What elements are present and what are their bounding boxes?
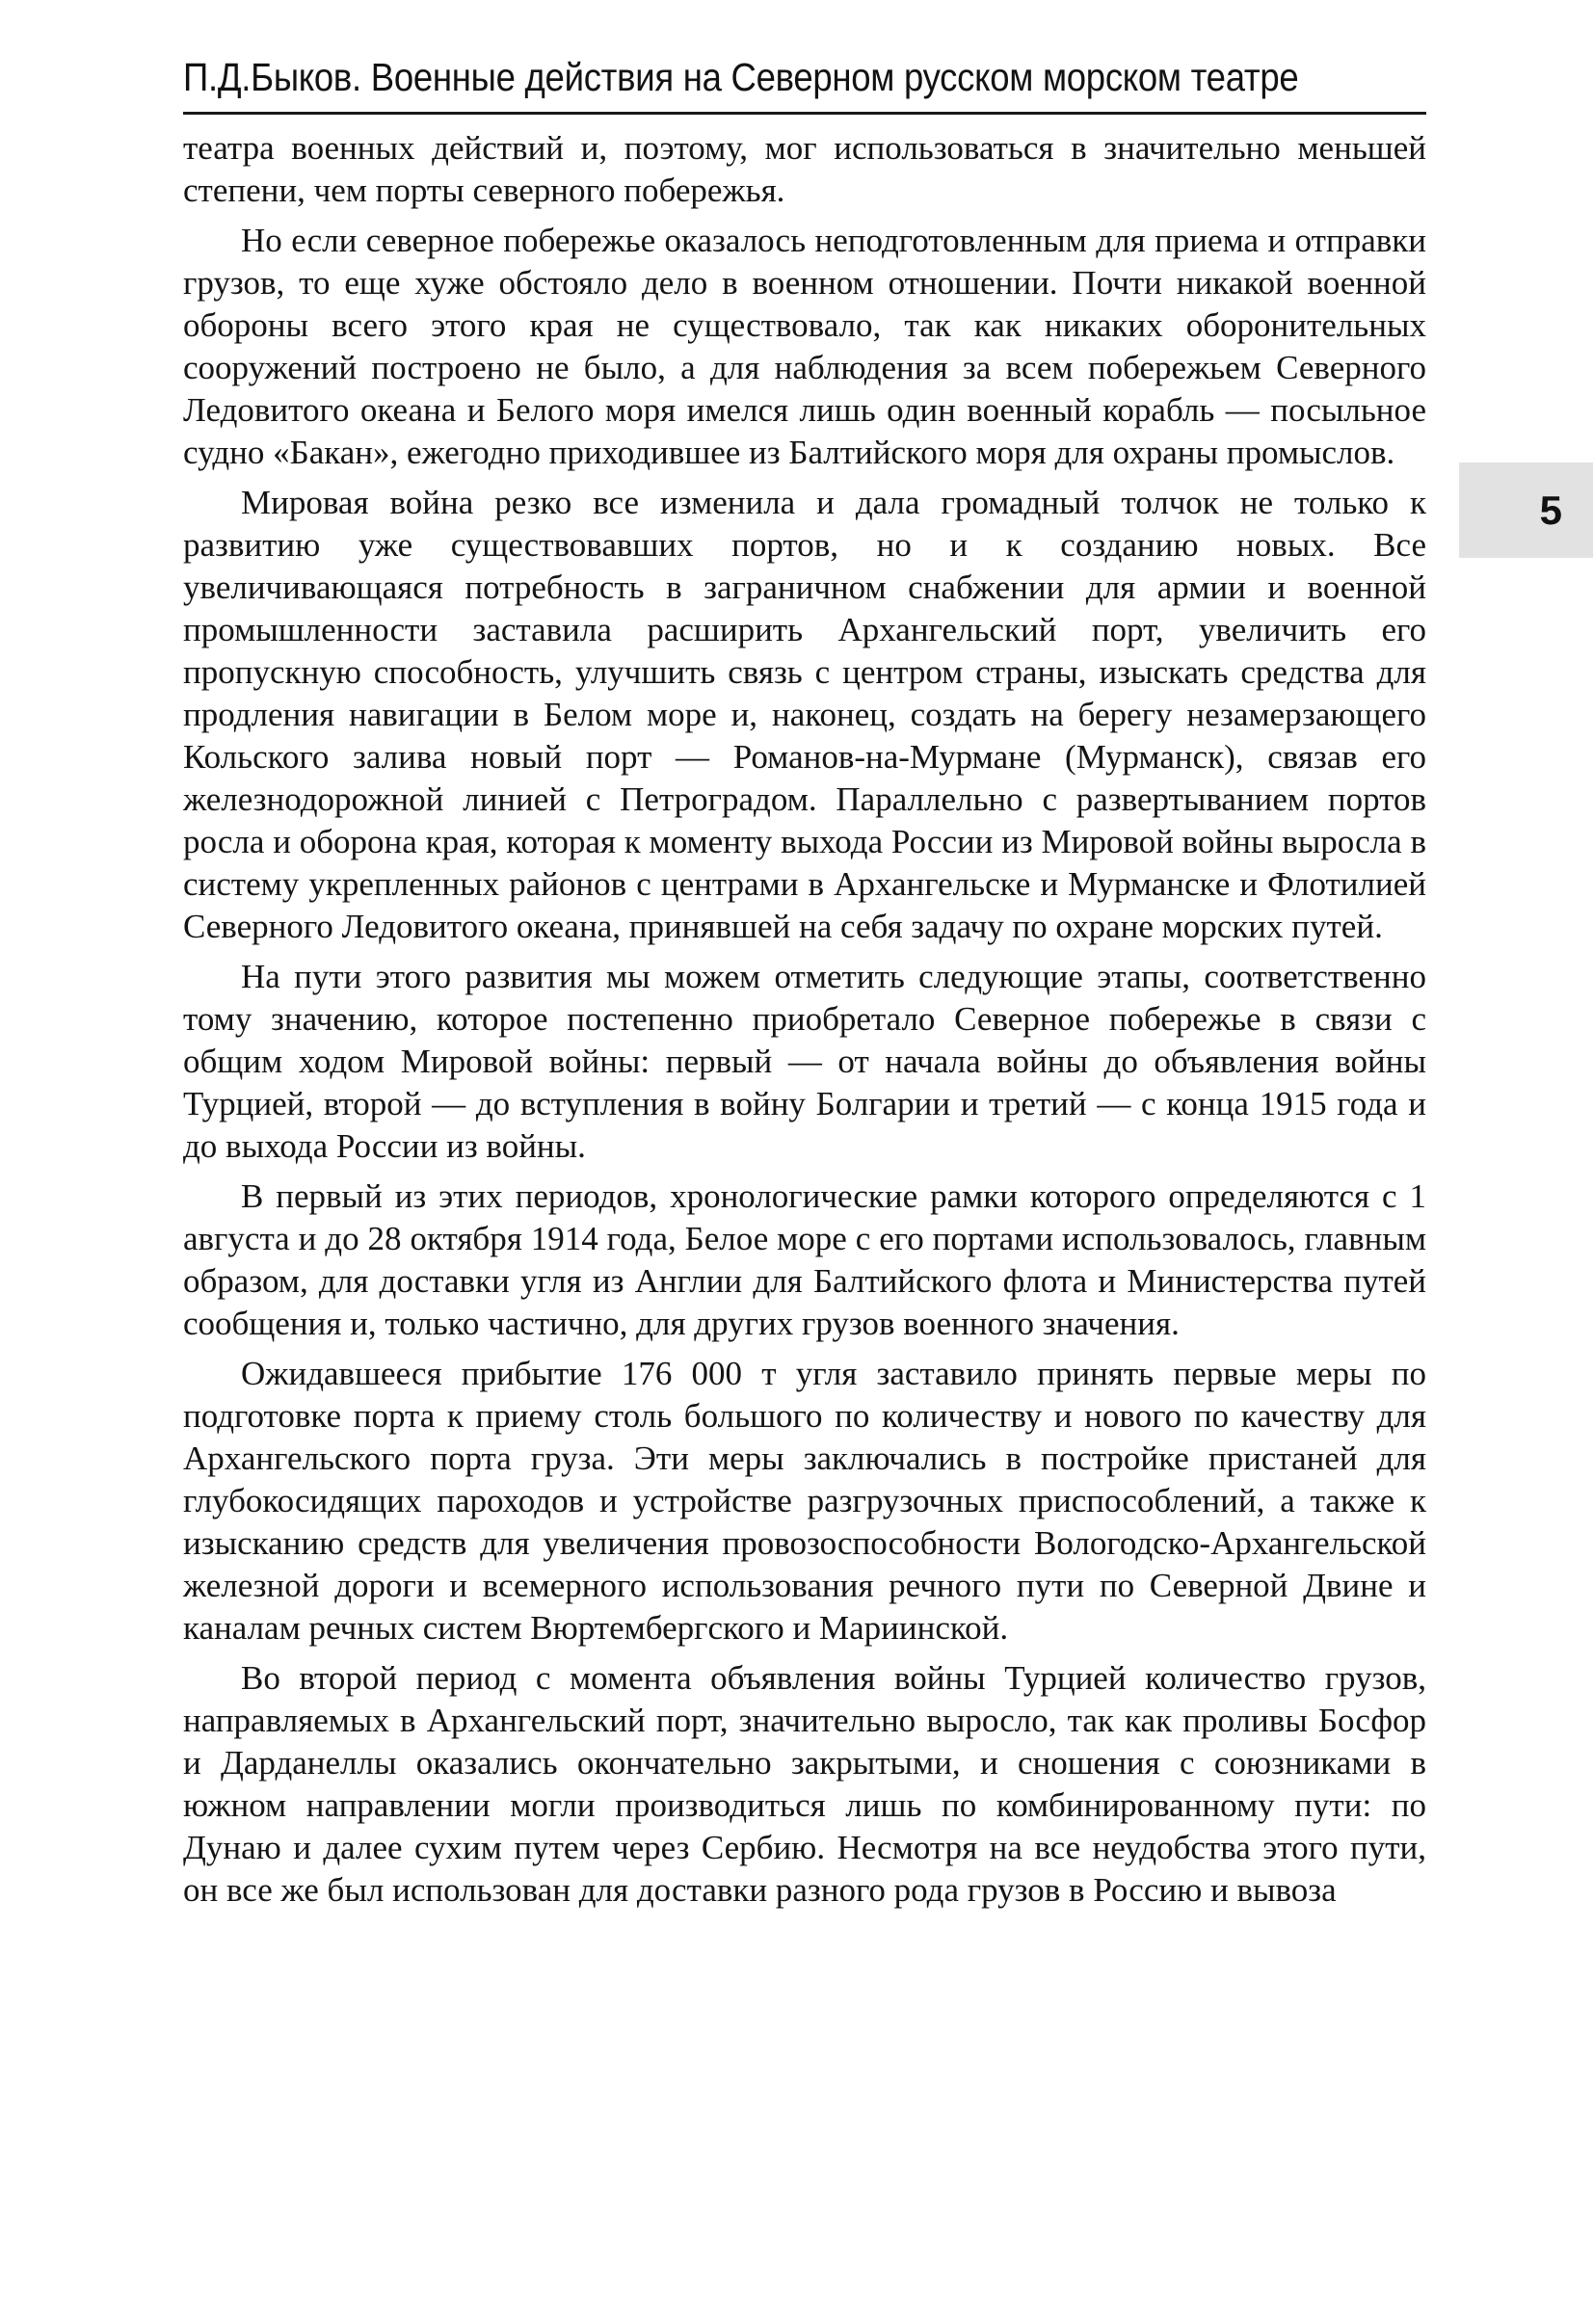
paragraph-6: Ожидавшееся прибытие 176 000 т угля заставило принять первые меры по подготовке порта к приему столь большого по количеству и нового по качеству для Архангельского порта груза. Эти меры заключались в постройке пристаней для глубокосидящих пароходов и устройстве разгрузочных приспособлений, а также к изысканию средств для увеличения провозоспособности Вологодско-Архангельской железной дороги и всемерного использования речного пути по Северной Двине и каналам речных систем Вюртембергского и Мариинской. bbox=[183, 1355, 1426, 1647]
paragraph-5: В первый из этих периодов, хронологические рамки которого определяются с 1 августа и до 28 октября 1914 года, Белое море с его портами использовалось, главным образом, для доставки угля из Англии для Балтийского флота и Министерства путей сообщения и, только частично, для других грузов военного значения. bbox=[183, 1177, 1426, 1342]
paragraph-2: Но если северное побережье оказалось неподготовленным для приема и отправки грузов, то еще хуже обстояло дело в военном отношении. Почти никакой военной обороны всего этого края не существовало, так как никаких оборонительных сооружений построено не было, а для наблюдения за всем побережьем Северного Ледовитого океана и Белого моря имелся лишь один военный корабль — посыльное судно «Бакан», ежегодно приходившее из Балтийского моря для охраны промыслов. bbox=[183, 222, 1426, 471]
paragraph-1: театра военных действий и, поэтому, мог использоваться в значительно меньшей степени, чем порты северного побережья. bbox=[183, 129, 1426, 209]
paragraph-4: На пути этого развития мы можем отметить следующие этапы, соответственно тому значению, которое постепенно приобретало Северное побережье в связи с общим ходом Мировой войны: первый — от начала войны до объявления войны Турцией, второй — до вступления в войну Болгарии и третий — с конца 1915 года и до выхода России из войны. bbox=[183, 958, 1426, 1165]
chapter-number: 5 bbox=[1539, 488, 1562, 533]
header-rule bbox=[183, 112, 1426, 115]
paragraph-7: Во второй период с момента объявления войны Турцией количество грузов, направляемых в Архангельский порт, значительно выросло, так как проливы Босфор и Дарданеллы оказались окончательно закрытыми, и сношения с союзниками в южном направлении могли производиться лишь по комбинированному пути: по Дунаю и далее сухим путем через Сербию. Несмотря на все неудобства этого пути, он все же был использован для доставки разного рода грузов в Россию и вывоза bbox=[183, 1659, 1426, 1909]
paragraph-3: Мировая война резко все изменила и дала громадный толчок не только к развитию уже существовавших портов, но и к созданию новых. Все увеличивающаяся потребность в заграничном снабжении для армии и военной промышленности заставила расширить Архангельский порт, увеличить его пропускную способность, улучшить связь с центром страны, изыскать средства для продления навигации в Белом море и, наконец, создать на берегу незамерзающего Кольского залива новый порт — Романов-на-Мурмане (Мурманск), связав его железнодорожной линией с Петроградом. Параллельно с развертыванием портов росла и оборона края, которая к моменту выхода России из Мировой войны выросла в систему укрепленных районов с центрами в Архангельске и Мурманске и Флотилией Северного Ледовитого океана, принявшей на себя задачу по охране морских путей. bbox=[183, 484, 1426, 945]
chapter-tab bbox=[1459, 462, 1593, 558]
running-title: П.Д.Быков. Военные действия на Северном русском морском театре bbox=[183, 55, 1299, 99]
body-text bbox=[183, 127, 1426, 1919]
